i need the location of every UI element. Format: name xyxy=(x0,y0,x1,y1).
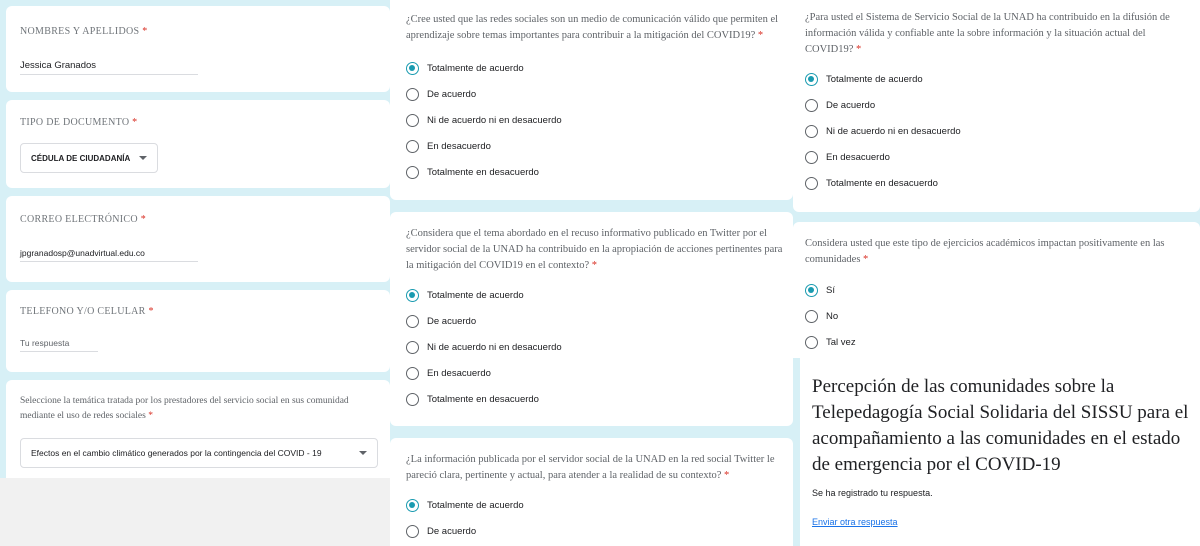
name-input[interactable]: Jessica Granados xyxy=(20,60,198,75)
radio-selected-icon[interactable] xyxy=(805,73,818,86)
topic-select[interactable] xyxy=(20,438,378,468)
form-panel-middle xyxy=(390,0,793,546)
q4-option-5[interactable]: Totalmente en desacuerdo xyxy=(805,177,938,190)
q4-option-1[interactable]: Totalmente de acuerdo xyxy=(805,73,923,86)
q4-card xyxy=(793,0,1200,212)
confirmation-card xyxy=(800,358,1200,546)
q1-option-5[interactable]: Totalmente en desacuerdo xyxy=(406,166,539,179)
submit-another-link[interactable]: Enviar otra respuesta xyxy=(812,517,898,527)
phone-label: TELEFONO Y/O CELULAR * xyxy=(20,306,154,317)
topic-value: Efectos en el cambio climático generados por la contingencia del COVID - 19 xyxy=(31,448,322,458)
q2-card xyxy=(390,212,793,426)
document-type-value: CÉDULA DE CIUDADANÍA xyxy=(31,153,131,163)
radio-icon[interactable] xyxy=(805,310,818,323)
radio-icon[interactable] xyxy=(406,341,419,354)
q1-option-2[interactable]: De acuerdo xyxy=(406,88,476,101)
q3-card xyxy=(390,438,793,546)
q3-question-text: ¿La información publicada por el servidor social de la UNAD en la red social Twitter le pareció clara, pertinente y actual, para atender a la realidad de su contexto? * xyxy=(406,454,775,481)
document-type-label: TIPO DE DOCUMENTO * xyxy=(20,117,138,128)
q2-option-2[interactable]: De acuerdo xyxy=(406,315,476,328)
confirmation-message: Se ha registrado tu respuesta. xyxy=(812,488,933,498)
q5-option-2[interactable]: No xyxy=(805,310,838,323)
radio-icon[interactable] xyxy=(406,367,419,380)
q3-option-2[interactable]: De acuerdo xyxy=(406,525,476,538)
q5-question-text: Considera usted que este tipo de ejercicios académicos impactan positivamente en las comunidades * xyxy=(805,238,1165,265)
radio-icon[interactable] xyxy=(406,315,419,328)
form-panel-right xyxy=(793,0,1200,546)
q3-option-1[interactable]: Totalmente de acuerdo xyxy=(406,499,524,512)
q4-option-2[interactable]: De acuerdo xyxy=(805,99,875,112)
q1-option-3[interactable]: Ni de acuerdo ni en desacuerdo xyxy=(406,114,562,127)
radio-icon[interactable] xyxy=(805,125,818,138)
q2-option-5[interactable]: Totalmente en desacuerdo xyxy=(406,393,539,406)
q1-question-text: ¿Cree usted que las redes sociales son un medio de comunicación válido que permiten el aprendizaje sobre temas importantes para contribuir a la mitigación del COVID19? * xyxy=(406,14,779,41)
name-question-card xyxy=(6,6,390,92)
q2-option-1[interactable]: Totalmente de acuerdo xyxy=(406,289,524,302)
radio-selected-icon[interactable] xyxy=(406,499,419,512)
radio-icon[interactable] xyxy=(406,166,419,179)
q4-question-text: ¿Para usted el Sistema de Servicio Social de la UNAD ha contribuido en la difusión de información válida y confiable ante la sobre información y la situación actual del COVID19? * xyxy=(805,12,1170,55)
radio-icon[interactable] xyxy=(406,140,419,153)
q5-option-1[interactable]: Sí xyxy=(805,284,835,297)
q5-option-3[interactable]: Tal vez xyxy=(805,336,856,349)
radio-icon[interactable] xyxy=(805,151,818,164)
name-label: NOMBRES Y APELLIDOS * xyxy=(20,26,148,37)
q4-option-3[interactable]: Ni de acuerdo ni en desacuerdo xyxy=(805,125,961,138)
email-input[interactable]: jpgranadosp@unadvirtual.edu.co xyxy=(20,248,198,262)
chevron-down-icon xyxy=(359,451,367,455)
radio-icon[interactable] xyxy=(406,114,419,127)
form-title: Percepción de las comunidades sobre la Telepedagogía Social Solidaria del SISSU para el acompañamiento a las comunidades en el estado de emergencia por el COVID-19 xyxy=(812,376,1189,475)
page-footer-area xyxy=(0,478,390,546)
q2-option-4[interactable]: En desacuerdo xyxy=(406,367,491,380)
radio-selected-icon[interactable] xyxy=(406,62,419,75)
q2-option-3[interactable]: Ni de acuerdo ni en desacuerdo xyxy=(406,341,562,354)
radio-icon[interactable] xyxy=(406,525,419,538)
radio-icon[interactable] xyxy=(406,88,419,101)
document-type-card xyxy=(6,100,390,188)
radio-icon[interactable] xyxy=(805,99,818,112)
radio-icon[interactable] xyxy=(805,177,818,190)
radio-selected-icon[interactable] xyxy=(406,289,419,302)
q1-option-1[interactable]: Totalmente de acuerdo xyxy=(406,62,524,75)
topic-question-card xyxy=(6,380,390,478)
q2-question-text: ¿Considera que el tema abordado en el recuso informativo publicado en Twitter por el servidor social de la UNAD ha contribuido en la apropiación de acciones pertinentes para la mitigación del COVID19 en el contexto? * xyxy=(406,228,783,271)
radio-selected-icon[interactable] xyxy=(805,284,818,297)
chevron-down-icon xyxy=(139,156,147,160)
radio-icon[interactable] xyxy=(805,336,818,349)
q4-option-4[interactable]: En desacuerdo xyxy=(805,151,890,164)
q1-option-4[interactable]: En desacuerdo xyxy=(406,140,491,153)
form-panel-left xyxy=(0,0,390,546)
topic-question-text: Seleccione la temática tratada por los prestadores del servicio social en sus comunidad mediante el uso de redes sociales * xyxy=(20,396,349,421)
email-question-card xyxy=(6,196,390,282)
document-type-select[interactable] xyxy=(20,143,158,173)
email-label: CORREO ELECTRÓNICO * xyxy=(20,214,147,225)
q5-card xyxy=(793,222,1200,358)
phone-input[interactable]: Tu respuesta xyxy=(20,338,98,352)
q1-card xyxy=(390,0,793,200)
radio-icon[interactable] xyxy=(406,393,419,406)
phone-question-card xyxy=(6,290,390,372)
